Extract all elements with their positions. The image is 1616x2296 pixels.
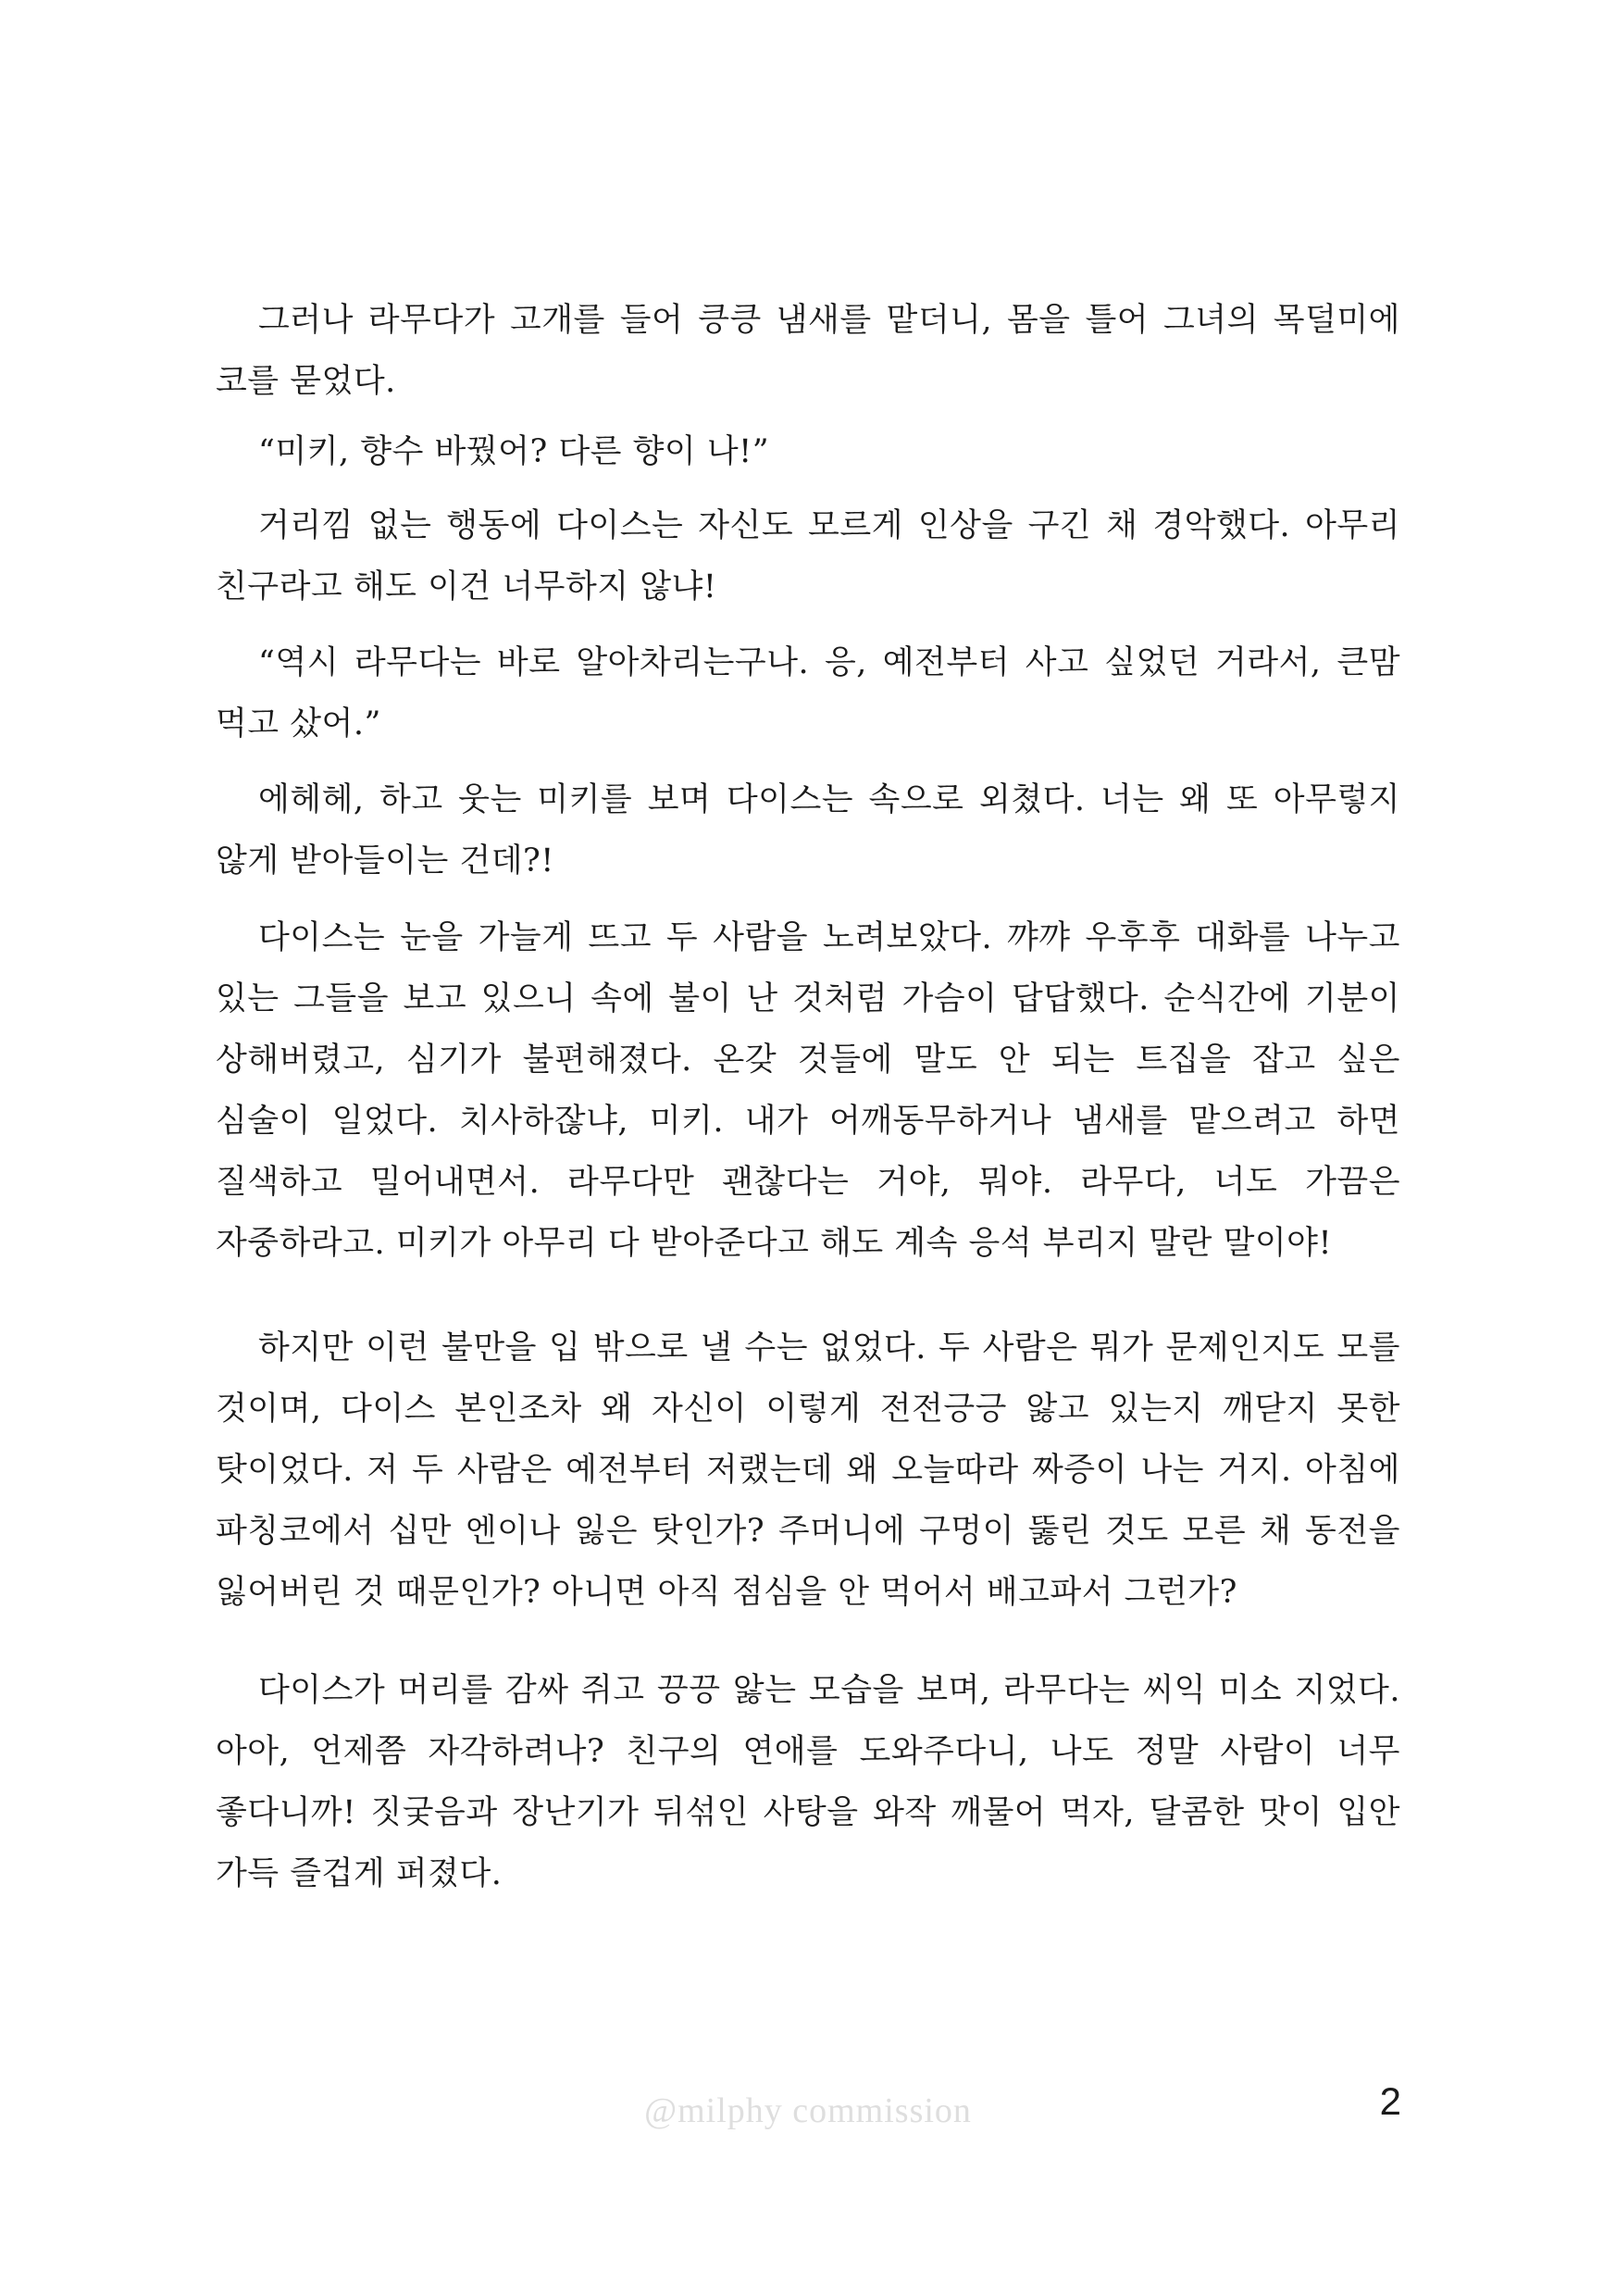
paragraph-1: 그러나 라무다가 고개를 들어 킁킁 냄새를 맡더니, 몸을 틀어 그녀의 목덜미에 코를 묻었다. bbox=[216, 302, 1400, 400]
paragraph-8: 다이스가 머리를 감싸 쥐고 끙끙 앓는 모습을 보며, 라무다는 씨익 미소 지었다. 아아, 언제쯤 자각하려나? 친구의 연애를 도와주다니, 나도 정말 사람이 너무 좋다니까! 짓궂음과 장난기가 뒤섞인 사탕을 와작 깨물어 먹자, 달콤한 맛이 입안 가득 즐겁게 퍼졌다. bbox=[216, 1672, 1400, 1892]
paragraph-6: 다이스는 눈을 가늘게 뜨고 두 사람을 노려보았다. 꺄꺄 우후후 대화를 나누고 있는 그들을 보고 있으니 속에 불이 난 것처럼 가슴이 답답했다. 순식간에 기분이 상해버렸고, 심기가 불편해졌다. 온갖 것들에 말도 안 되는 트집을 잡고 싶은 심술이 일었다. 치사하잖냐, 미키. 내가 어깨동무하거나 냄새를 맡으려고 하면 질색하고 밀어내면서. 라무다만 괜찮다는 거야, 뭐야. 라무다, 너도 가끔은 자중하라고. 미키가 아무리 다 받아준다고 해도 계속 응석 부리지 말란 말이야! bbox=[216, 919, 1400, 1262]
page-number: 2 bbox=[1379, 2079, 1401, 2123]
paragraph-5: 에헤헤, 하고 웃는 미키를 보며 다이스는 속으로 외쳤다. 너는 왜 또 아무렇지 않게 받아들이는 건데?! bbox=[216, 781, 1400, 880]
paragraph-2: “미키, 향수 바꿨어? 다른 향이 나!” bbox=[258, 433, 770, 470]
watermark: @milphy commission bbox=[644, 2091, 972, 2130]
paragraph-7: 하지만 이런 불만을 입 밖으로 낼 수는 없었다. 두 사람은 뭐가 문제인지도 모를 것이며, 다이스 본인조차 왜 자신이 이렇게 전전긍긍 앓고 있는지 깨닫지 못한 탓이었다. 저 두 사람은 예전부터 저랬는데 왜 오늘따라 짜증이 나는 거지. 아침에 파칭코에서 십만 엔이나 잃은 탓인가? 주머니에 구멍이 뚫린 것도 모른 채 동전을 잃어버린 것 때문인가? 아니면 아직 점심을 안 먹어서 배고파서 그런가? bbox=[216, 1329, 1400, 1611]
paragraph-3: 거리낌 없는 행동에 다이스는 자신도 모르게 인상을 구긴 채 경악했다. 아무리 친구라고 해도 이건 너무하지 않냐! bbox=[216, 507, 1400, 605]
paragraph-4: “역시 라무다는 바로 알아차리는구나. 응, 예전부터 사고 싶었던 거라서, 큰맘 먹고 샀어.” bbox=[216, 644, 1400, 742]
